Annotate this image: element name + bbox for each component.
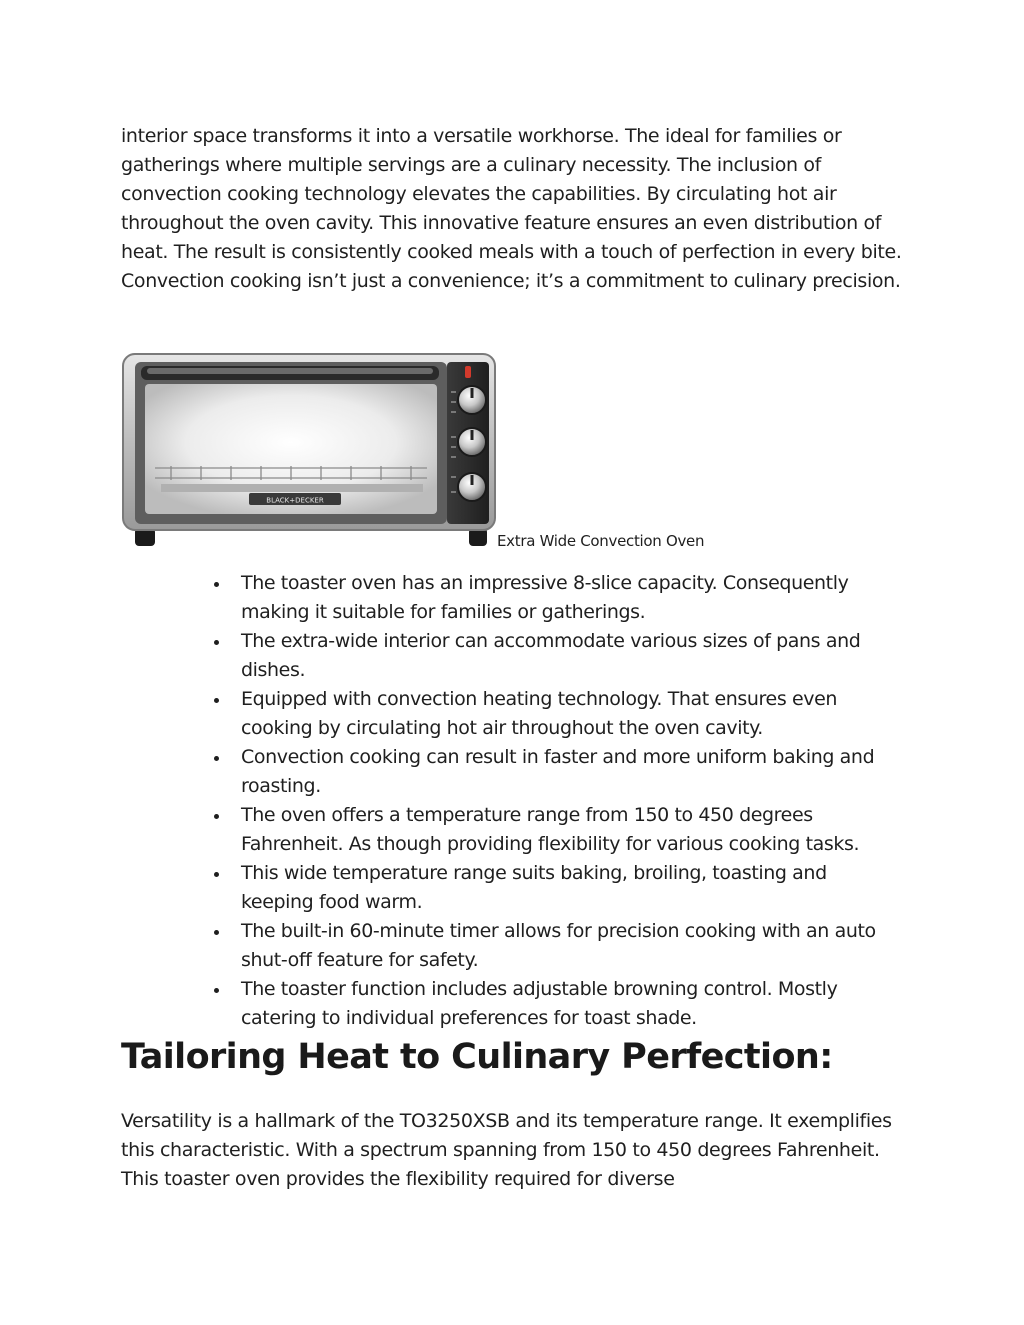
list-item: The toaster oven has an impressive 8-slice capacity. Consequently making it suitable for families or gatherings. bbox=[241, 569, 901, 627]
list-item: Equipped with convection heating technology. That ensures even cooking by circulating hot air throughout the oven cavity. bbox=[241, 685, 901, 743]
image-caption: Extra Wide Convection Oven bbox=[497, 532, 705, 550]
section-paragraph: Versatility is a hallmark of the TO3250XSB and its temperature range. It exemplifies this characteristic. With a spectrum spanning from 150 to 450 degrees Fahrenheit. This toaster oven provides the flexibility required for diverse bbox=[121, 1110, 892, 1190]
section-heading: Tailoring Heat to Culinary Perfection: bbox=[121, 1037, 833, 1077]
list-item: The built-in 60-minute timer allows for precision cooking with an auto shut-off feature for safety. bbox=[241, 917, 901, 975]
list-item: This wide temperature range suits baking, broiling, toasting and keeping food warm. bbox=[241, 859, 901, 917]
list-item: The toaster function includes adjustable browning control. Mostly catering to individual preferences for toast shade. bbox=[241, 975, 901, 1033]
intro-paragraph: interior space transforms it into a versatile workhorse. The ideal for families or gatherings where multiple servings are a culinary necessity. The inclusion of convection cooking technology elevates the capabilities. By circulating hot air throughout the oven cavity. This innovative feature ensures an even distribution of heat. The result is consistently cooked meals with a touch of perfection in every bite. Convection cooking isn’t just a convenience; it’s a commitment to culinary precision. bbox=[121, 125, 902, 292]
list-item: Convection cooking can result in faster and more uniform baking and roasting. bbox=[241, 743, 901, 801]
feature-list bbox=[241, 569, 901, 1033]
brand-logo-text: BLACK+DECKER bbox=[266, 496, 324, 505]
list-item: The extra-wide interior can accommodate various sizes of pans and dishes. bbox=[241, 627, 901, 685]
list-item: The oven offers a temperature range from 150 to 450 degrees Fahrenheit. As though providing flexibility for various cooking tasks. bbox=[241, 801, 901, 859]
toaster-oven-image bbox=[121, 352, 497, 548]
